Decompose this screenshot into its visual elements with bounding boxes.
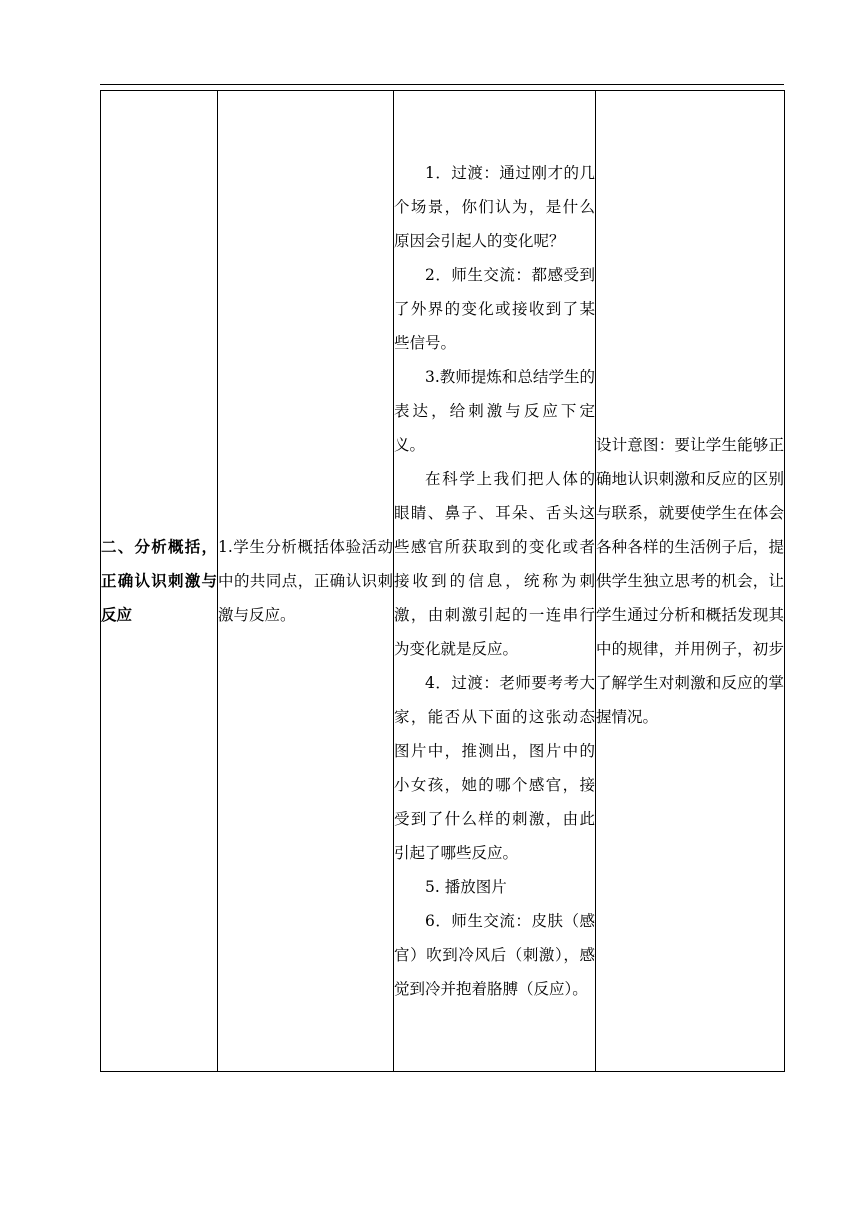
process-step-3: 3.教师提炼和总结学生的表达，给刺激与反应下定义。 bbox=[394, 368, 595, 454]
lesson-plan-table bbox=[100, 90, 785, 1072]
process-step-2: 2．师生交流：都感受到了外界的变化或接收到了某些信号。 bbox=[394, 266, 595, 352]
process-step-1: 1．过渡：通过刚才的几个场景，你们认为，是什么原因会引起人的变化呢？ bbox=[394, 164, 595, 250]
process-step-6: 6．师生交流：皮肤（感官）吹到冷风后（刺激），感觉到冷并抱着胳膊（反应）。 bbox=[394, 912, 595, 998]
design-intent-text: 设计意图：要让学生能够正确地认识刺激和反应的区别与联系，就要使学生在体会各种各样的生活例子后，提供学生独立思考的机会，让学生通过分析和概括发现其中的规律，并用例子，初步了解学生对刺激和反应的掌握情况。 bbox=[596, 436, 784, 726]
stage-cell bbox=[101, 91, 218, 1072]
table-row bbox=[101, 91, 785, 1072]
student-activity-text: 1.学生分析概括体验活动中的共同点，正确认识刺激与反应。 bbox=[218, 538, 393, 624]
process-definition: 在科学上我们把人体的眼睛、鼻子、耳朵、舌头这些感官所获取到的变化或者接收到的信息，统称为刺激，由刺激引起的一连串行为变化就是反应。 bbox=[394, 470, 595, 658]
header-rule bbox=[100, 84, 784, 85]
teaching-process-cell bbox=[394, 91, 596, 1072]
student-activity-cell bbox=[218, 91, 394, 1072]
process-step-4: 4．过渡：老师要考考大家，能否从下面的这张动态图片中，推测出，图片中的小女孩，她的哪个感官，接受到了什么样的刺激，由此引起了哪些反应。 bbox=[394, 674, 595, 862]
process-step-5: 5. 播放图片 bbox=[425, 878, 507, 896]
design-intent-cell bbox=[596, 91, 785, 1072]
stage-title: 二、分析概括，正确认识刺激与反应 bbox=[101, 538, 217, 624]
